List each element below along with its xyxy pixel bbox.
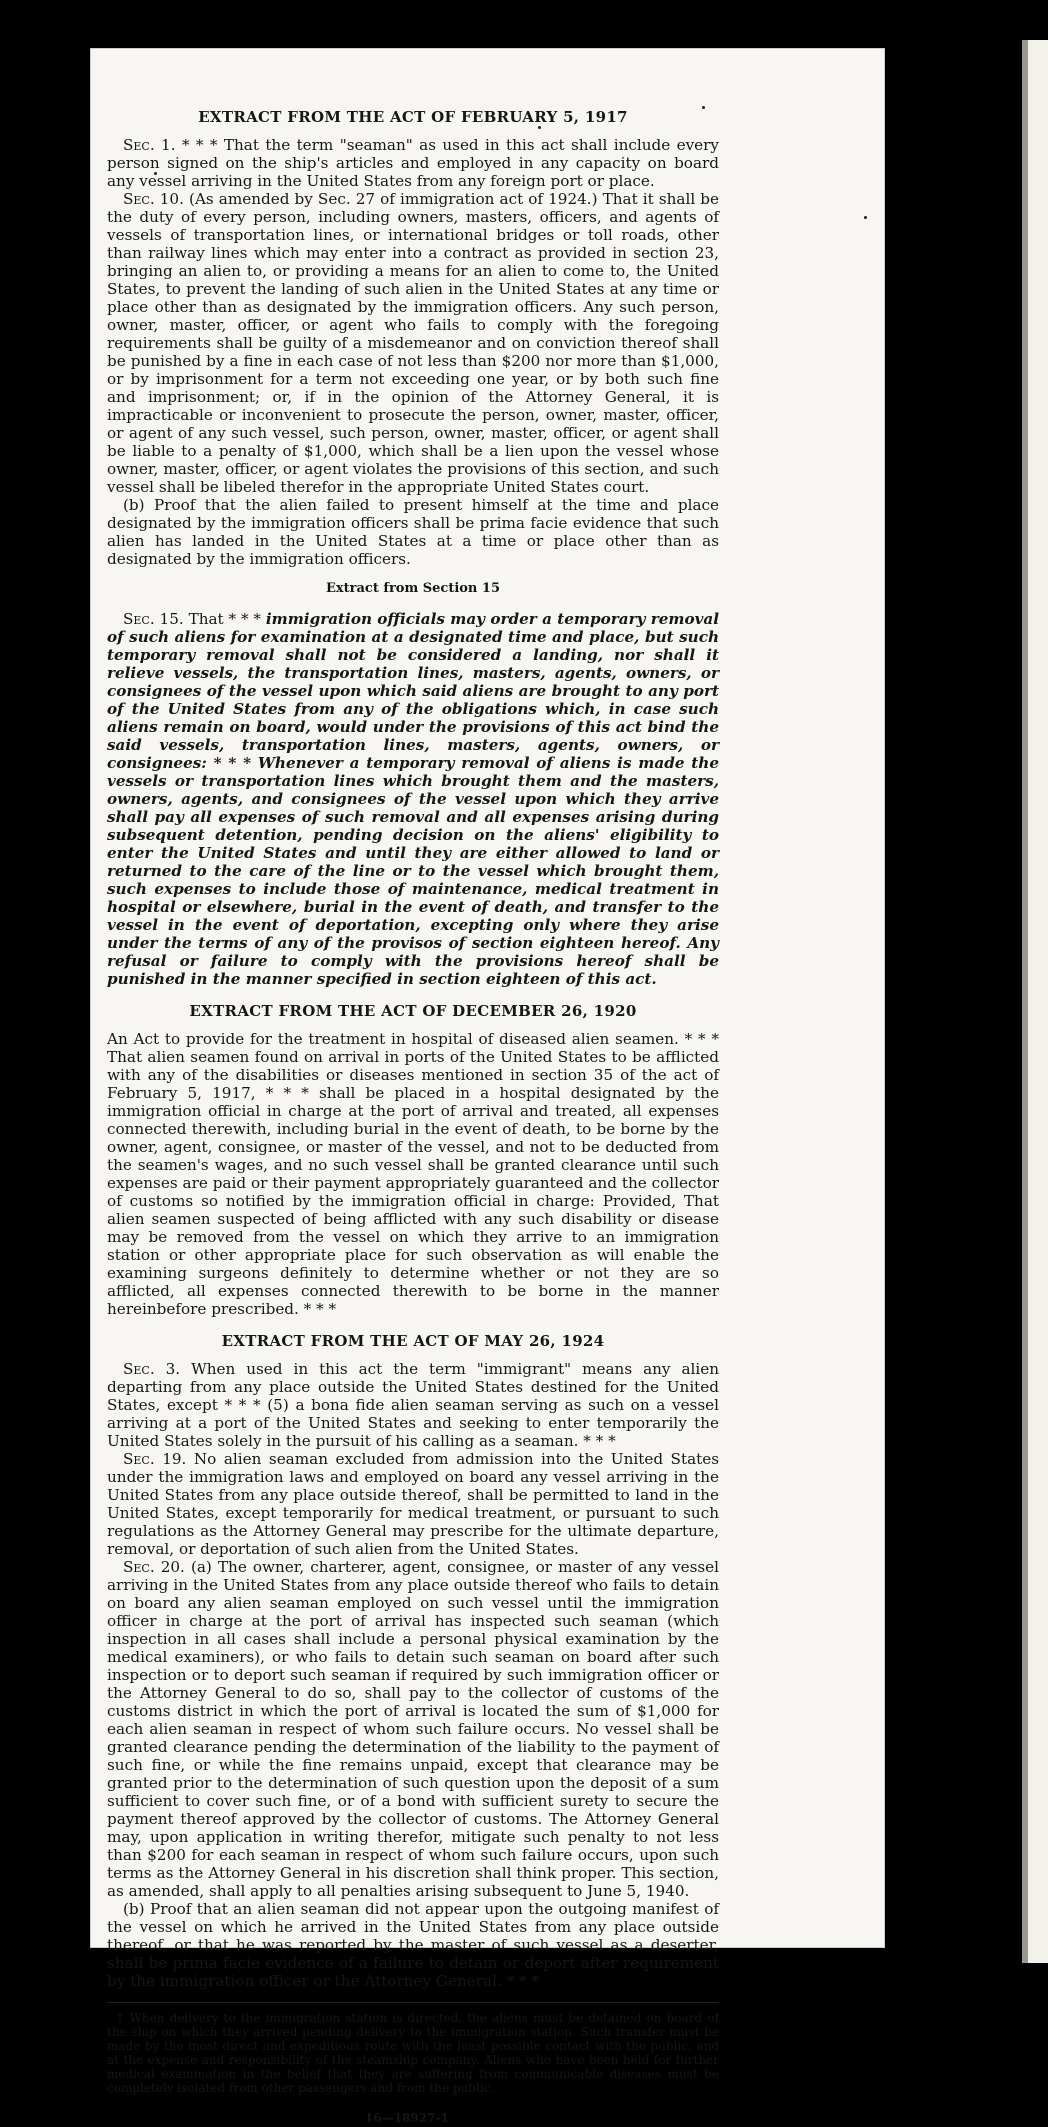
paragraph-sec-20 [107, 1558, 719, 1900]
paragraph-sec-15 [107, 610, 719, 988]
heading-act-1924: EXTRACT FROM THE ACT OF MAY 26, 1924 [221, 1332, 605, 1350]
section-number: Sec. 10. [123, 190, 184, 208]
section-text: No alien seaman excluded from admission into the United States under the immigration laws and employed on board any vessel arriving in the United States from any place outside thereof, shall be permitted to land in the United States, except temporarily for medical treatment, or pursuant to such regulations as the Attorney General may prescribe for the ultimate departure, removal, or deportation of such alien from the United States. [107, 1450, 720, 1558]
section-number: Sec. 19. [123, 1450, 187, 1468]
scan-speck [864, 216, 867, 219]
paragraph-sec-20-b: (b) Proof that an alien seaman did not appear upon the outgoing manifest of the vessel on which he arrived in the United States from any place outside thereof, or that he was reported by the master of such vessel as a deserter, shall be prima facie evidence of a failure to detain or deport after requirement by the immigration officer or the Attorney General. * * * [107, 1900, 719, 1990]
paragraph-sec-10 [107, 190, 719, 496]
section-text: When used in this act the term "immigrant" means any alien departing from any place outside the United States destined for the United States, except * * * (5) a bona fide alien seaman serving as such on a vessel arriving at a port of the United States and seeking to enter temporarily the United States solely in the pursuit of his calling as a seaman. * * * [107, 1360, 720, 1450]
paragraph-sec-3 [107, 1360, 719, 1450]
heading-act-1920: EXTRACT FROM THE ACT OF DECEMBER 26, 1920 [189, 1002, 637, 1020]
section-text-italic: immigration officials may order a temporary removal of such aliens for examination at a designated time and place, but such temporary removal shall not be considered a landing, nor shall it relieve vessels, the transportation lines, masters, agents, owners, or consignees of the vessel upon which said aliens are brought to any port of the United States from any of the obligations which, in case such aliens remain on board, would under the provisions of this act bind the said vessels, transportation lines, masters, agents, owners, or consignees: * * * Whenever a temporary removal of aliens is made the vessels or transportation lines which brought them and the masters, owners, agents, and consignees of the vessel upon which they arrive shall pay all expenses of such removal and all expenses arising during subsequent detention, pending decision on the aliens' eligibility to enter the United States and until they are either allowed to land or returned to the care of the line or to the vessel which brought them, such expenses to include those of maintenance, medical treatment in hospital or elsewhere, burial in the event of death, and transfer to the vessel in the event of deportation, excepting only where they arise under the terms of any of the provisos of section eighteen hereof. Any refusal or failure to comply with the provisions hereof shall be punished in the manner specified in section eighteen of this act. [107, 610, 720, 988]
section-number: Sec. 15. [123, 610, 184, 628]
section-number: Sec. 20. [123, 1558, 185, 1576]
section-text: (a) The owner, charterer, agent, consignee, or master of any vessel arriving in the United States from any place outside thereof who fails to detain on board any alien seaman employed on such vessel until the immigration officer in charge at the port of arrival has inspected such seaman (which inspection in all cases shall include a personal physical examination by the medical examiners), or who fails to detain such seaman on board after such inspection or to deport such seaman if required by such immigration officer or the Attorney General to do so, shall pay to the collector of customs of the customs district in which the port of arrival is located the sum of $1,000 for each alien seaman in respect of whom such failure occurs. No vessel shall be granted clearance pending the determination of the liability to the payment of such fine, or while the fine remains unpaid, except that clearance may be granted prior to the determination of such question upon the deposit of a sum sufficient to cover such fine, or of a bond with sufficient surety to secure the payment thereof approved by the collector of customs. The Attorney General may, upon application in writing therefor, mitigate such penalty to not less than $200 for each seaman in respect of whom such failure occurs, upon such terms as the Attorney General in his discretion shall think proper. This section, as amended, shall apply to all penalties arising subsequent to June 5, 1940. [107, 1558, 720, 1900]
heading-act-1917: EXTRACT FROM THE ACT OF FEBRUARY 5, 1917 [198, 108, 628, 126]
footnote-text: † When delivery to the immigration station is directed, the aliens must be detained on board of the ship on which they arrived pending delivery to the immigration station. Such transfer must be made by the most direct and expeditious route with the least possible contact with the public, and at the expense and responsibility of the steamship company. Aliens who have been held for further medical examination in the belief that they are suffering from communicable diseases must be completely isolated from other passengers and from the public. [107, 2011, 719, 2095]
adjacent-page-edge [1022, 40, 1048, 1963]
section-number: Sec. 3. [123, 1360, 181, 1378]
document-body [107, 100, 719, 2127]
form-code: 16—18927-1 [365, 2111, 449, 2125]
paragraph-sec-19 [107, 1450, 719, 1558]
section-text: * * * That the term "seaman" as used in this act shall include every person signed on the ship's articles and employed in any capacity on board any vessel arriving in the United States from any foreign port or place. [107, 136, 720, 190]
paragraph-sec-1 [107, 136, 719, 190]
footnote [107, 2002, 719, 2095]
section-lead: That * * * [188, 610, 262, 628]
paragraph-sec-10-b: (b) Proof that the alien failed to present himself at the time and place designated by the immigration officers shall be prima facie evidence that such alien has landed in the United States at a time or place other than as designated by the immigration officers. [107, 496, 719, 568]
section-number: Sec. 1. [123, 136, 176, 154]
paragraph-act-1920: An Act to provide for the treatment in hospital of diseased alien seamen. * * * That alien seamen found on arrival in ports of the United States to be afflicted with any of the disabilities or diseases mentioned in section 35 of the act of February 5, 1917, * * * shall be placed in a hospital designated by the immigration official in charge at the port of arrival and treated, all expenses connected therewith, including burial in the event of death, to be borne by the owner, agent, consignee, or master of the vessel, and not to be deducted from the seamen's wages, and no such vessel shall be granted clearance until such expenses are paid or their payment appropriately guaranteed and the collector of customs so notified by the immigration official in charge: Provided, That alien seamen suspected of being afflicted with any such disability or disease may be removed from the vessel on which they arrive to an immigration station or other appropriate place for such observation as will enable the examining surgeons definitely to determine whether or not they are so afflicted, all expenses connected therewith to be borne in the manner hereinbefore prescribed. * * * [107, 1030, 719, 1318]
section-text: (As amended by Sec. 27 of immigration act of 1924.) That it shall be the duty of every person, including owners, masters, officers, and agents of vessels of transportation lines, or international bridges or toll roads, other than railway lines which may enter into a contract as provided in section 23, bringing an alien to, or providing a means for an alien to come to, the United States, to prevent the landing of such alien in the United States at any time or place other than as designated by the immigration officers. Any such person, owner, master, officer, or agent who fails to comply with the foregoing requirements shall be guilty of a misdemeanor and on conviction thereof shall be punished by a fine in each case of not less than $200 nor more than $1,000, or by imprisonment for a term not exceeding one year, or by both such fine and imprisonment; or, if in the opinion of the Attorney General, it is impracticable or inconvenient to prosecute the person, owner, master, officer, or agent of any such vessel, such person, owner, master, officer, or agent shall be liable to a penalty of $1,000, which shall be a lien upon the vessel whose owner, master, officer, or agent violates the provisions of this section, and such vessel shall be libeled therefor in the appropriate United States court. [107, 190, 719, 496]
subheading-section-15: Extract from Section 15 [325, 581, 501, 596]
